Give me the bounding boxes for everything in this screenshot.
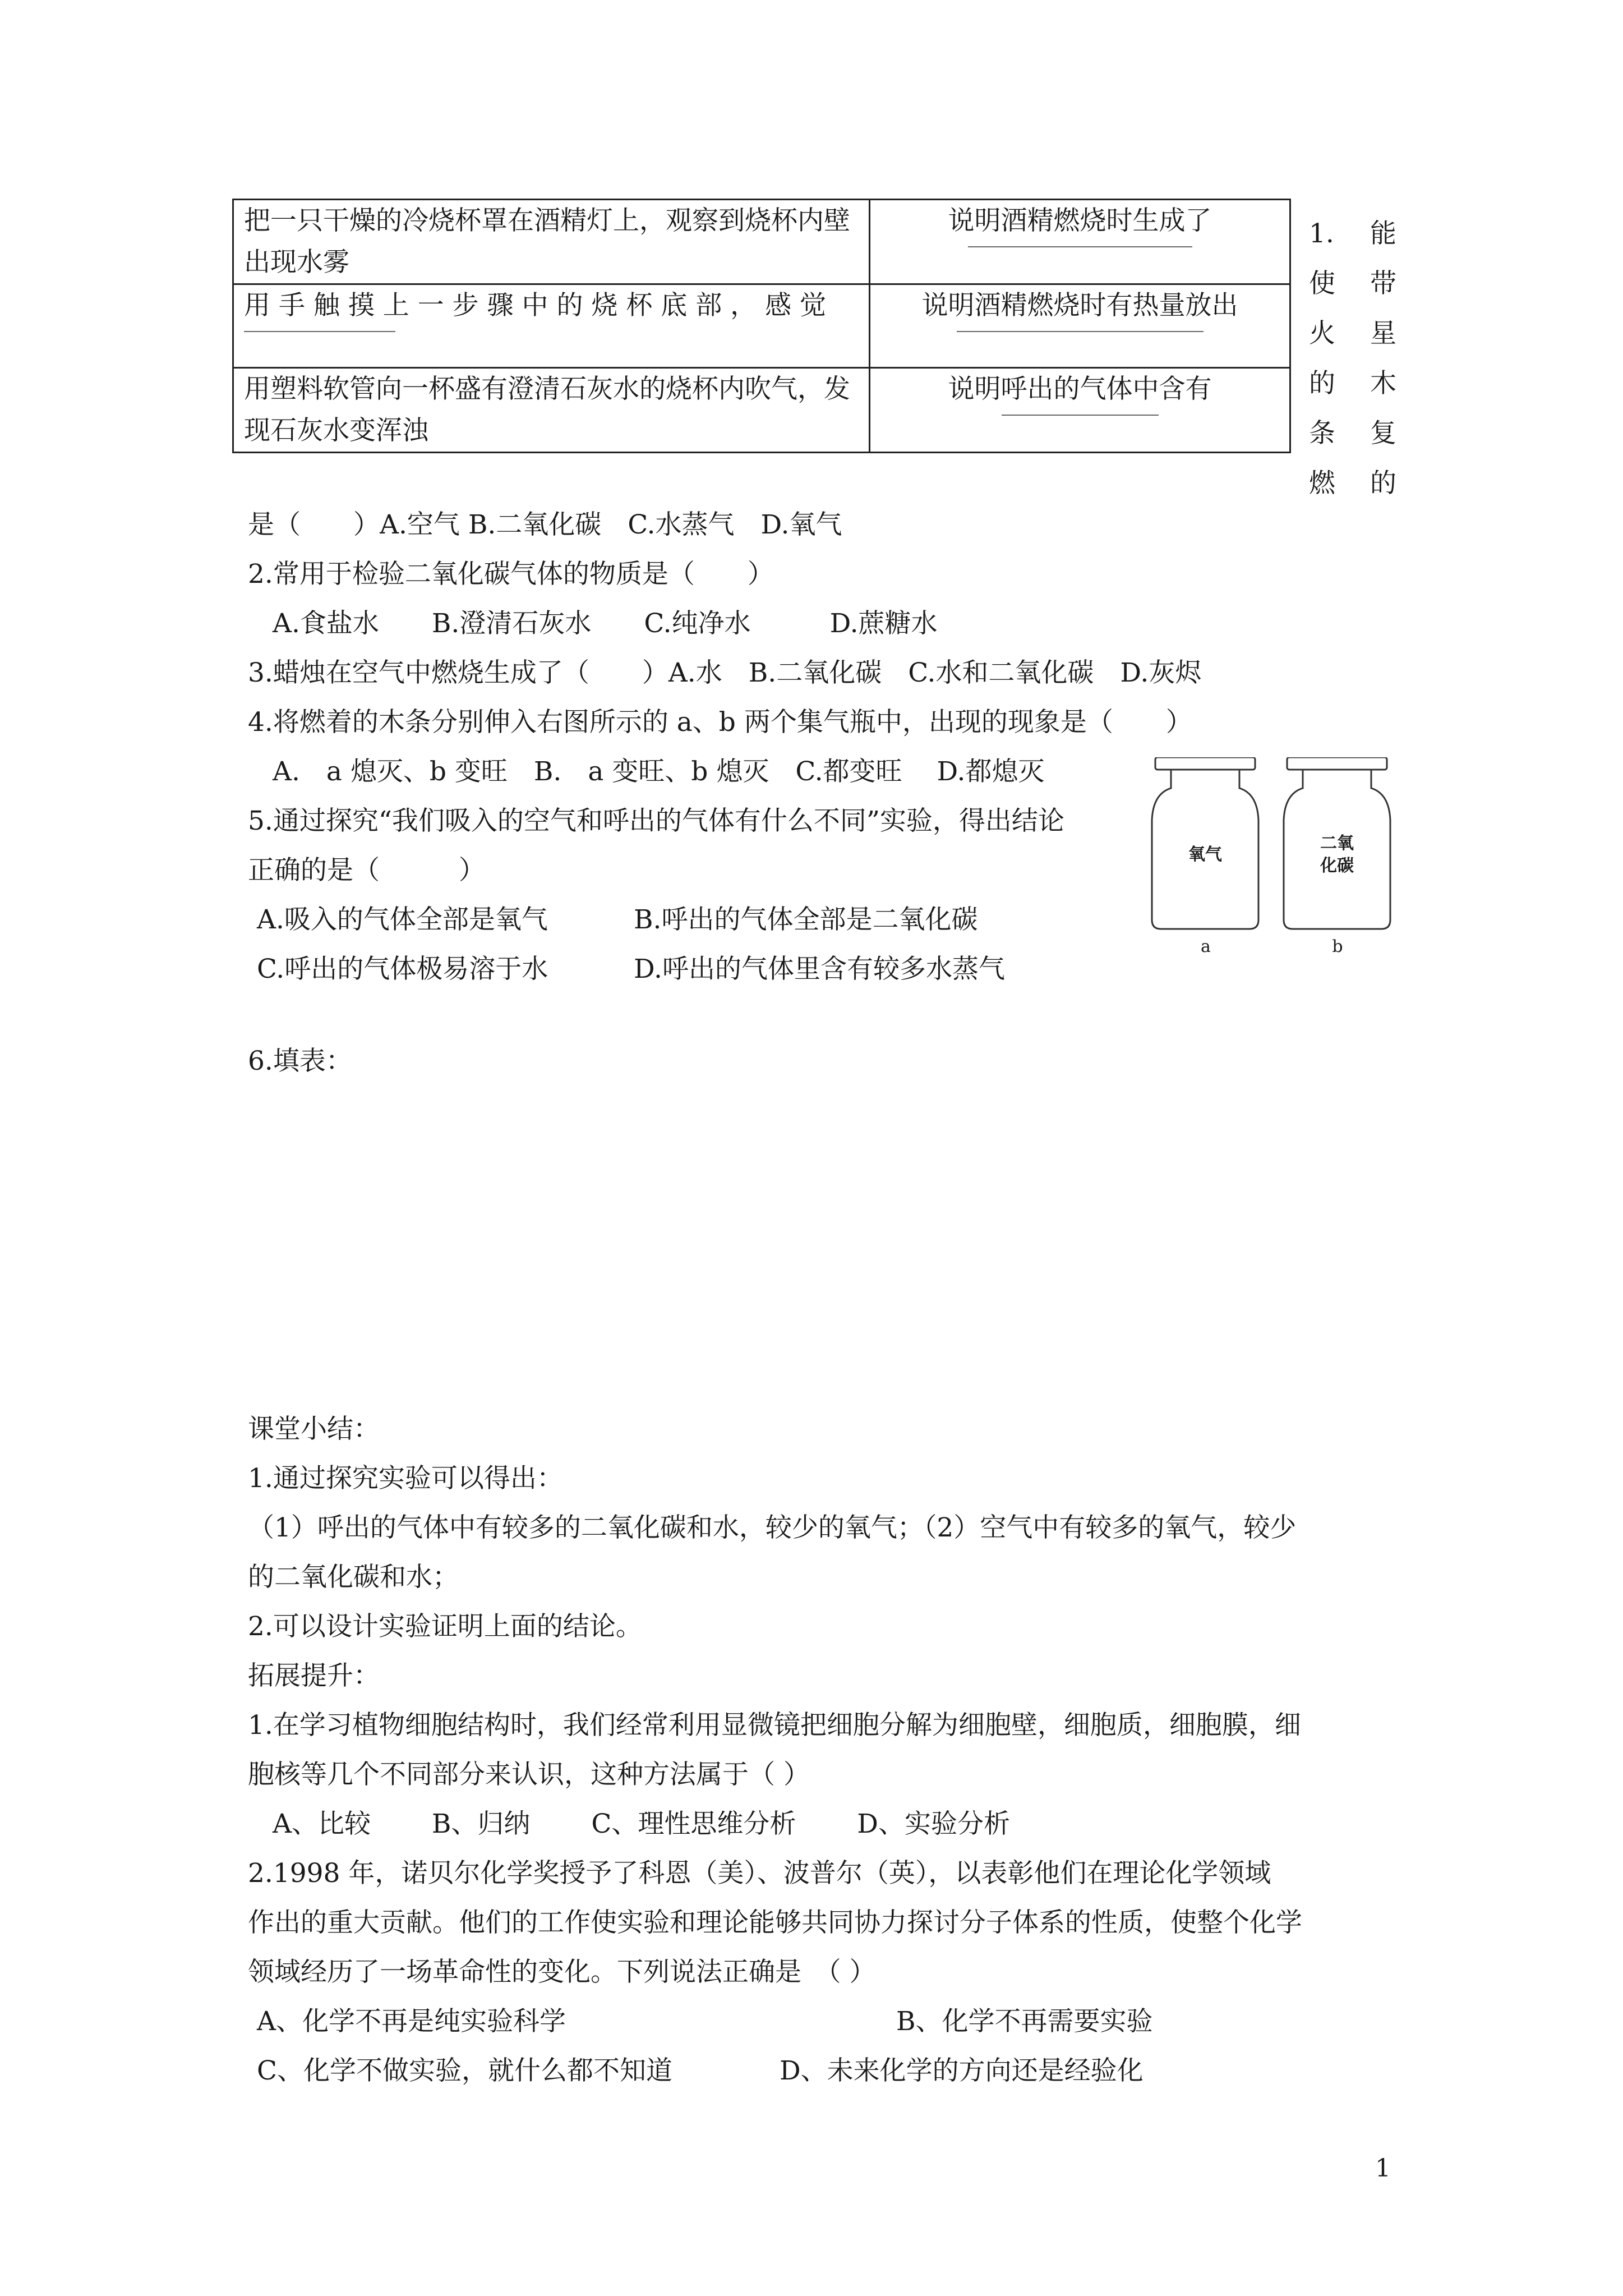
question-6-stem: 6.填表： [248,1046,352,1076]
question-2-stem: 2.常用于检验二氧化碳气体的物质是（ ） [248,559,774,590]
question-5-option-c: C.呼出的气体极易溶于水 [257,954,548,984]
answer-blank [1002,415,1159,416]
summary-line-2: （1）呼出的气体中有较多的二氧化碳和水，较少的氧气；（2）空气中有较多的氧气，较少 [248,1512,1297,1543]
side-char: 使 [1309,268,1335,299]
side-char: 星 [1370,318,1396,349]
extension-q2-option-d: D、未来化学的方向还是经验化 [780,2055,1144,2086]
extension-q2-option-c: C、化学不做实验，就什么都不知道 [257,2055,672,2086]
jar-a-label: a [1201,937,1211,956]
extension-title: 拓展提升： [248,1660,380,1691]
answer-blank [957,331,1204,332]
table-cell-procedure [233,284,870,368]
side-char: 燃 [1309,468,1335,499]
question-1-tail: 是（ ）A.空气 B.二氧化碳 C.水蒸气 D.氧气 [248,509,842,540]
question-5-option-d: D.呼出的气体里含有较多水蒸气 [634,954,1005,984]
conclusion-text: 说明酒精燃烧时有热量放出 [921,290,1238,321]
extension-q2-option-b: B、化学不再需要实验 [896,2006,1153,2037]
side-char: 火 [1309,318,1335,349]
answer-blank [244,331,395,332]
extension-q2-line1: 2.1998 年，诺贝尔化学奖授予了科恩（美）、波普尔（英），以表彰他们在理论化学领域 [248,1858,1271,1889]
page-number: 1 [1375,2154,1391,2183]
question-5-stem: 5.通过探究“我们吸入的空气和呼出的气体有什么不同”实验，得出结论 [248,806,1064,836]
side-char: 条 [1309,418,1335,449]
experiment-table [232,199,1291,453]
summary-line-4: 2.可以设计实验证明上面的结论。 [248,1611,642,1642]
extension-q1-options: A、比较 B、归纳 C、理性思维分析 D、实验分析 [273,1809,1010,1839]
side-char: 木 [1370,368,1396,399]
table-row [233,368,1290,453]
gas-jars-figure [1144,757,1402,965]
extension-q1-line1: 1.在学习植物细胞结构时，我们经常利用显微镜把细胞分解为细胞壁，细胞质，细胞膜，细 [248,1710,1301,1741]
side-char: 复 [1370,418,1396,449]
extension-q1-line2: 胞核等几个不同部分来认识，这种方法属于（ ） [248,1759,810,1790]
question-5-stem-cont: 正确的是（ ） [248,855,485,886]
side-char: 带 [1370,268,1396,299]
side-char: 能 [1370,218,1396,249]
extension-q2-line3: 领域经历了一场革命性的变化。下列说法正确是 （ ） [248,1957,876,1987]
table-cell-conclusion [870,368,1290,453]
jar-b-content-line1: 二氧 [1320,834,1354,853]
table-row [233,200,1290,284]
procedure-text: 用 手 触 摸 上 一 步 骤 中 的 烧 杯 底 部 ， 感 觉 [244,290,827,321]
summary-line-1: 1.通过探究实验可以得出： [248,1463,563,1494]
question-5-option-b: B.呼出的气体全部是二氧化碳 [634,904,978,935]
summary-line-3: 的二氧化碳和水； [248,1562,459,1593]
table-cell-procedure: 把一只干燥的冷烧杯罩在酒精灯上，观察到烧杯内壁出现水雾 [233,200,870,284]
jar-b-content-line2: 化碳 [1320,856,1354,876]
jar-a-content: 氧气 [1188,845,1222,864]
conclusion-text: 说明酒精燃烧时生成了 [948,205,1212,236]
extension-q2-option-a: A、化学不再是纯实验科学 [257,2006,566,2037]
conclusion-text: 说明呼出的气体中含有 [948,374,1212,404]
extension-q2-line2: 作出的重大贡献。他们的工作使实验和理论能够共同协力探讨分子体系的性质，使整个化学 [248,1907,1302,1938]
jar-b-label: b [1332,937,1343,956]
side-char: 1. [1309,218,1334,249]
question-4-stem: 4.将燃着的木条分别伸入右图所示的 a、b 两个集气瓶中，出现的现象是（ ） [248,707,1192,738]
question-5-option-a: A.吸入的气体全部是氧气 [257,904,548,935]
answer-blank [968,246,1192,247]
table-cell-procedure: 用塑料软管向一杯盛有澄清石灰水的烧杯内吹气，发现石灰水变浑浊 [233,368,870,453]
table-cell-conclusion [870,284,1290,368]
question-4-options: A. a 熄灭、b 变旺 B. a 变旺、b 熄灭 C.都变旺 D.都熄灭 [273,756,1045,787]
table-cell-conclusion [870,200,1290,284]
side-char: 的 [1309,368,1335,399]
side-char: 的 [1370,468,1396,499]
question-1-side-text [1309,209,1396,508]
table-row [233,284,1290,368]
question-2-options: A.食盐水 B.澄清石灰水 C.纯净水 D.蔗糖水 [273,608,938,639]
summary-title: 课堂小结： [248,1414,380,1444]
question-3-stem: 3.蜡烛在空气中燃烧生成了（ ）A.水 B.二氧化碳 C.水和二氧化碳 D.灰烬 [248,657,1202,688]
